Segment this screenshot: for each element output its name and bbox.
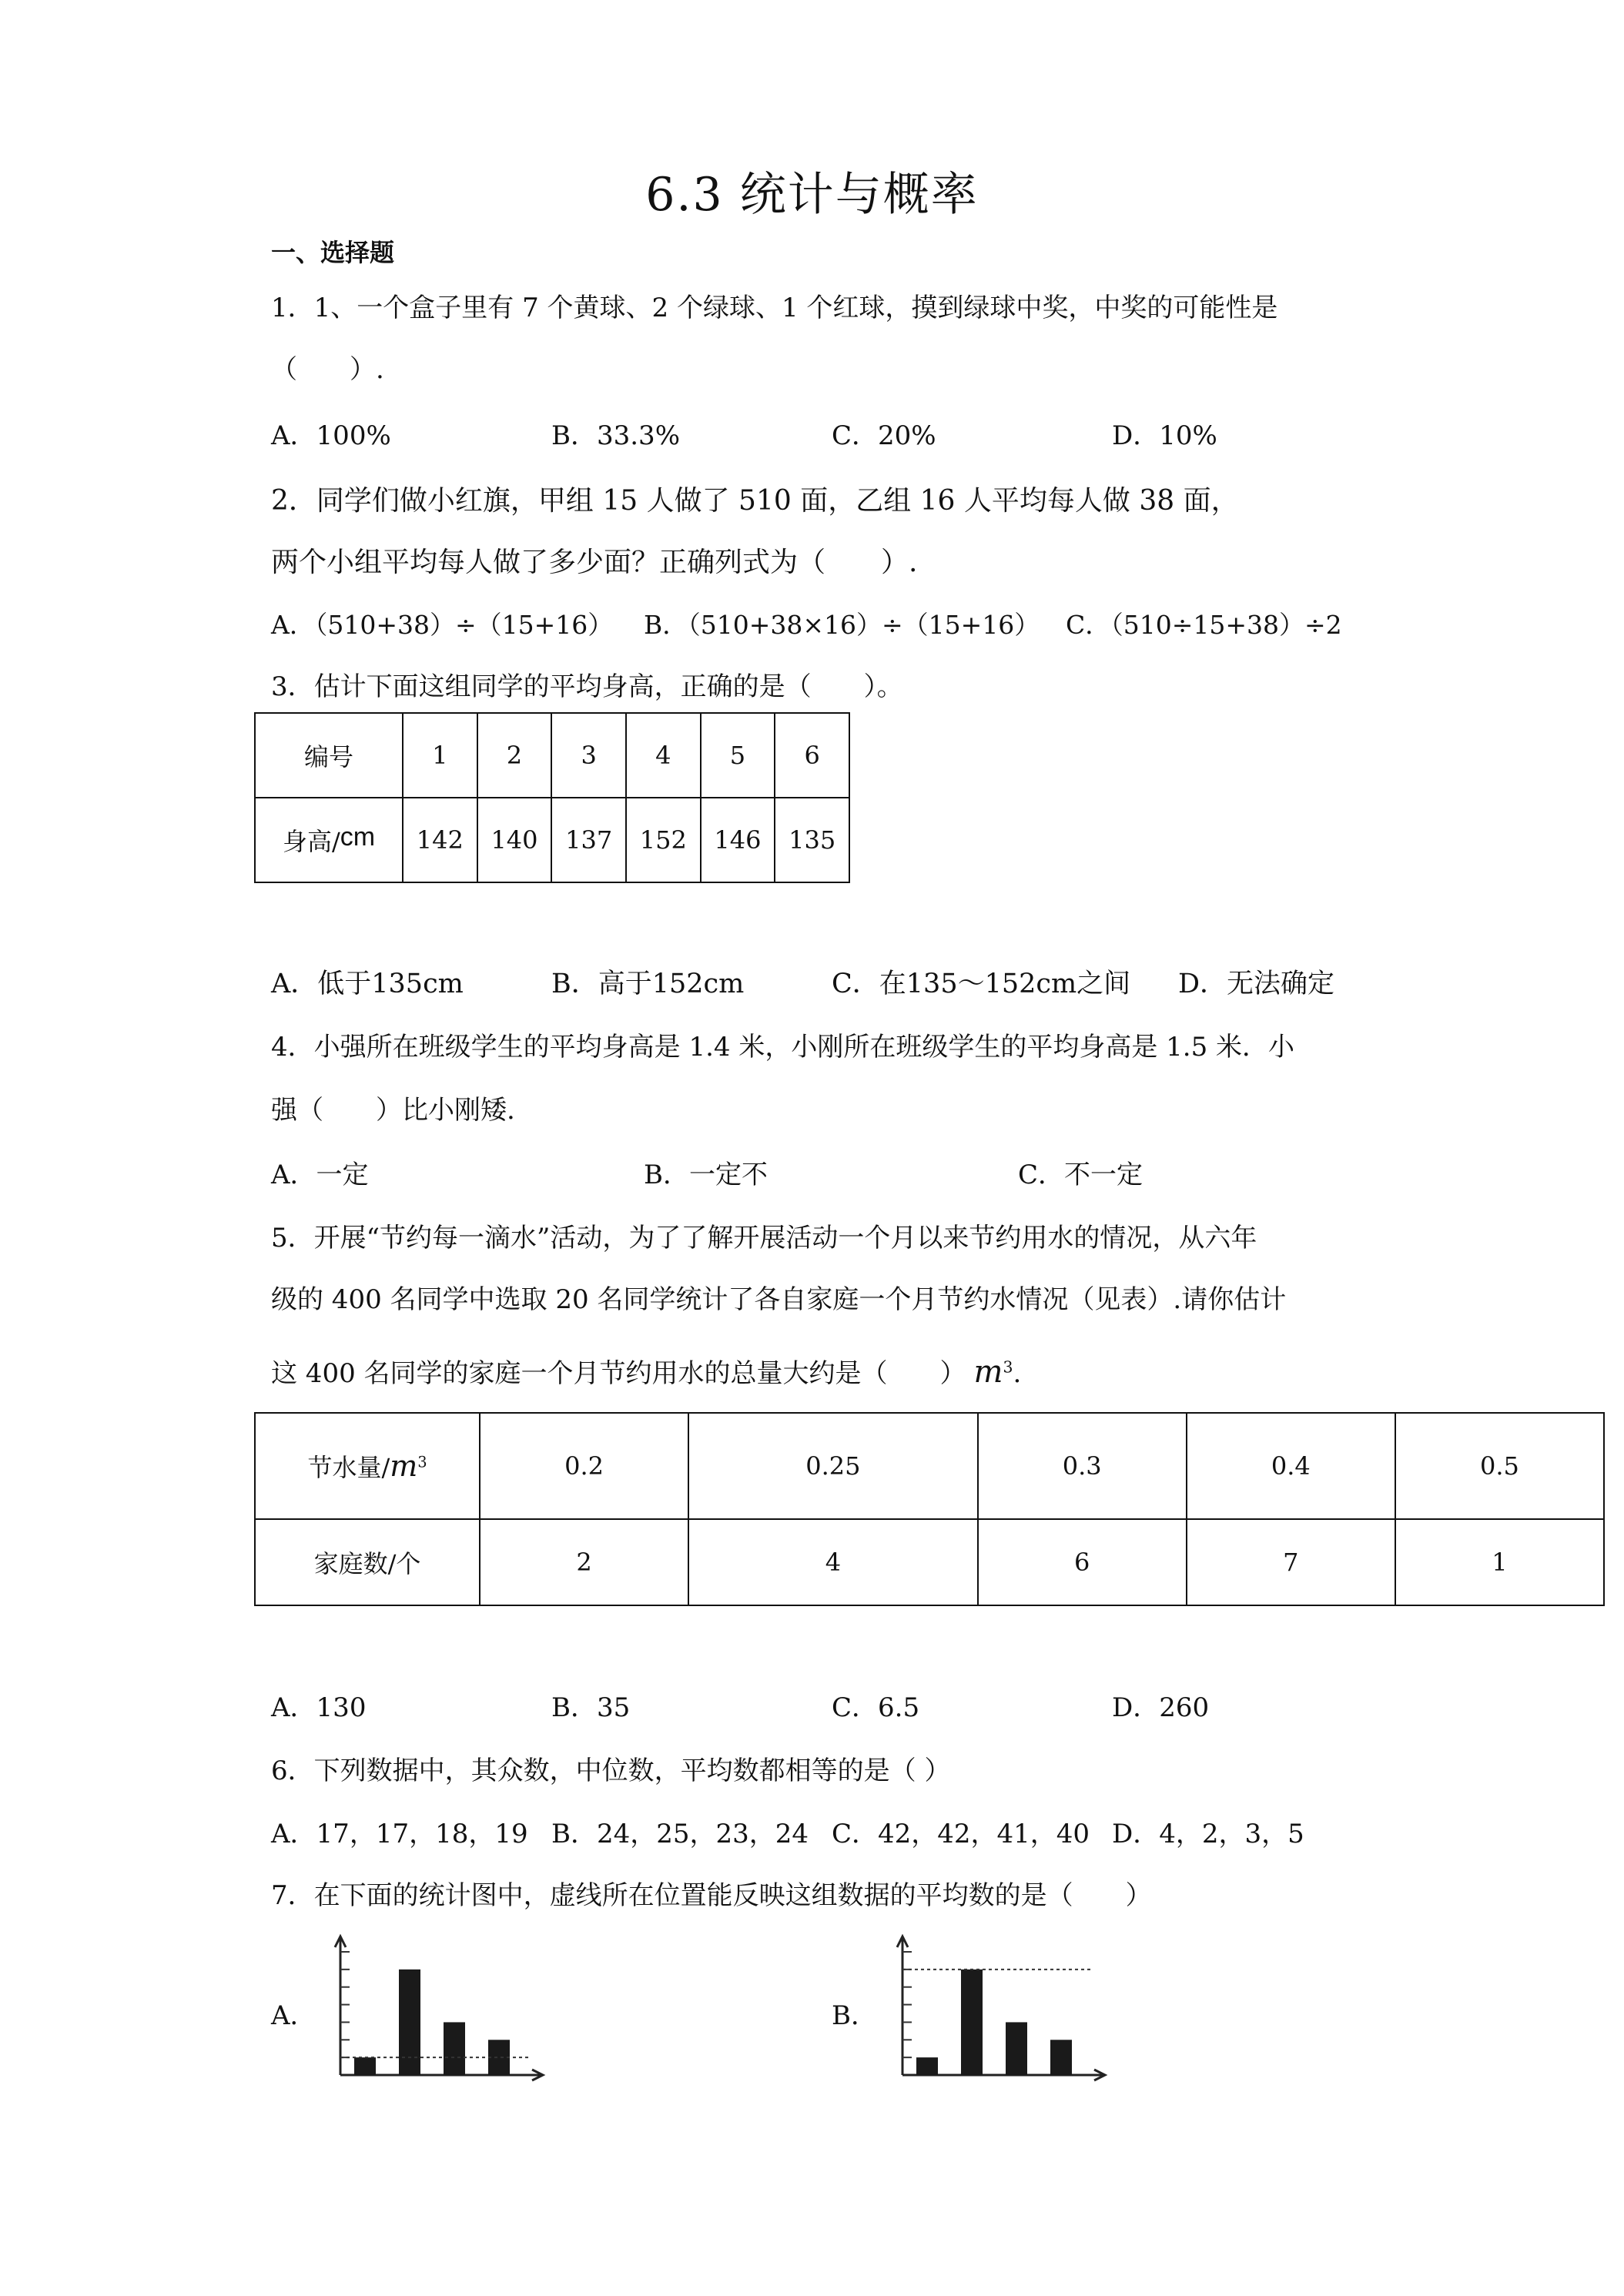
height-table-value: 142: [403, 798, 477, 882]
bar: [444, 2022, 465, 2075]
chart-option-b[interactable]: [886, 1929, 1117, 2083]
q5-option-c[interactable]: C．6.5: [832, 1692, 920, 1723]
q4-option-c[interactable]: C．不一定: [1018, 1160, 1143, 1190]
q4-text-line1: 4．小强所在班级学生的平均身高是 1.4 米，小刚所在班级学生的平均身高是 1.5 米．小: [271, 1032, 1295, 1063]
height-label-text: 身高/: [282, 827, 340, 856]
q5-text-line3: [271, 1352, 1021, 1390]
chart-option-a[interactable]: [323, 1929, 554, 2083]
height-table-id: 4: [626, 713, 701, 798]
water-table-family: 7: [1187, 1519, 1395, 1605]
water-label-text: 节水量/: [307, 1453, 390, 1482]
q2-option-c[interactable]: C．（510÷15+38）÷2: [1066, 610, 1342, 640]
q5-option-b[interactable]: B．35: [551, 1692, 631, 1723]
q2-text-line1: 2．同学们做小红旗，甲组 15 人做了 510 面，乙组 16 人平均每人做 38 面，: [271, 485, 1239, 517]
height-table-id: 1: [403, 713, 477, 798]
q6-option-b[interactable]: B．24，25，23，24: [551, 1819, 809, 1849]
q7-option-b[interactable]: B．: [832, 2000, 877, 2031]
water-table-family: 2: [480, 1519, 688, 1605]
q1-option-a[interactable]: A．100%: [271, 420, 391, 451]
bar: [1006, 2022, 1027, 2075]
q5-option-a[interactable]: A．130: [271, 1692, 367, 1723]
water-table-amount: 0.3: [978, 1413, 1187, 1519]
water-table-family: 6: [978, 1519, 1187, 1605]
q1-text-line1: 1．1、一个盒子里有 7 个黄球、2 个绿球、1 个红球，摸到绿球中奖，中奖的可能性是: [271, 293, 1278, 323]
q5-unit: m: [973, 1354, 1003, 1390]
q2-option-a[interactable]: A．（510+38）÷（15+16）: [271, 610, 614, 640]
height-table-id: 6: [775, 713, 849, 798]
q2-option-b[interactable]: B．（510+38×16）÷（15+16）: [644, 610, 1040, 640]
height-table-id: 5: [701, 713, 775, 798]
q5-end: .: [1013, 1358, 1022, 1389]
bar: [916, 2057, 938, 2075]
water-table-amount: 0.4: [1187, 1413, 1395, 1519]
water-table-family: 4: [688, 1519, 977, 1605]
water-table-row-label: 家庭数/个: [255, 1519, 480, 1605]
bar: [354, 2057, 376, 2075]
q3-option-d[interactable]: D．无法确定: [1178, 969, 1335, 999]
q5-text-line1: 5．开展“节约每一滴水”活动，为了了解开展活动一个月以来节约用水的情况，从六年: [271, 1223, 1257, 1253]
q1-option-c[interactable]: C．20%: [832, 420, 936, 451]
height-table-value: 135: [775, 798, 849, 882]
q4-option-a[interactable]: A．一定: [271, 1160, 369, 1190]
water-table-header-label: [255, 1413, 480, 1519]
q3-option-a[interactable]: A．低于135cm: [271, 969, 464, 999]
water-unit: m: [390, 1449, 418, 1483]
q2-text-line2: 两个小组平均每人做了多少面？正确列式为（ ）.: [271, 547, 918, 578]
water-unit-exp: 3: [417, 1453, 427, 1471]
bar: [1050, 2040, 1072, 2075]
water-table: [254, 1412, 1605, 1606]
water-table-amount: 0.25: [688, 1413, 977, 1519]
height-table-value: 146: [701, 798, 775, 882]
q3-option-b[interactable]: B．高于152cm: [551, 969, 745, 999]
q4-text-line2: 强（ ）比小刚矮.: [271, 1095, 515, 1126]
height-table: [254, 712, 850, 883]
bar: [488, 2040, 510, 2075]
q4-option-b[interactable]: B．一定不: [644, 1160, 768, 1190]
q6-text: 6．下列数据中，其众数，中位数，平均数都相等的是（ ）: [271, 1755, 951, 1786]
q6-option-c[interactable]: C．42，42，41，40: [832, 1819, 1090, 1849]
q5-unit-exp: 3: [1003, 1357, 1013, 1377]
height-table-value: 137: [551, 798, 626, 882]
height-table-value: 152: [626, 798, 701, 882]
q7-option-a[interactable]: A．: [271, 2000, 316, 2031]
q7-text: 7．在下面的统计图中，虚线所在位置能反映这组数据的平均数的是（ ）: [271, 1880, 1152, 1911]
bar: [961, 1970, 983, 2075]
water-table-amount: 0.5: [1395, 1413, 1604, 1519]
water-table-amount: 0.2: [480, 1413, 688, 1519]
height-table-id: 2: [477, 713, 552, 798]
q3-option-c[interactable]: C．在135～152cm之间: [832, 969, 1131, 999]
q6-option-a[interactable]: A．17，17，18，19: [271, 1819, 528, 1849]
q6-option-d[interactable]: D．4，2，3，5: [1112, 1819, 1304, 1849]
q5-text-line3-main: 这 400 名同学的家庭一个月节约用水的总量大约是（ ）: [271, 1358, 966, 1389]
q5-option-d[interactable]: D．260: [1112, 1692, 1210, 1723]
water-table-family: 1: [1395, 1519, 1604, 1605]
height-table-id: 3: [551, 713, 626, 798]
bar: [399, 1970, 420, 2075]
section-heading: 一、选择题: [271, 238, 395, 267]
height-table-header-label: 编号: [255, 713, 403, 798]
height-table-value: 140: [477, 798, 552, 882]
height-unit: cm: [340, 822, 376, 852]
page-title: 6.3 统计与概率: [645, 168, 979, 222]
height-table-row-label: [255, 798, 403, 882]
q1-text-line2: （ ）.: [271, 354, 384, 385]
q1-option-b[interactable]: B．33.3%: [551, 420, 680, 451]
q5-text-line2: 级的 400 名同学中选取 20 名同学统计了各自家庭一个月节约水情况（见表）.请你估计: [271, 1284, 1287, 1315]
q3-text: 3．估计下面这组同学的平均身高，正确的是（ ）。: [271, 671, 903, 702]
q1-option-d[interactable]: D．10%: [1112, 420, 1217, 451]
